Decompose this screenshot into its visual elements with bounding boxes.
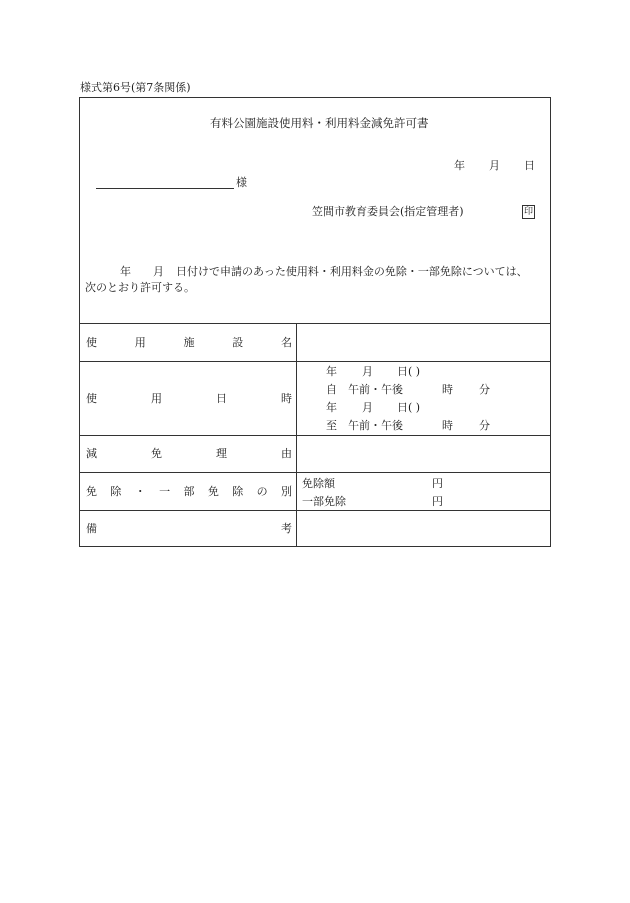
date-day: 日 (524, 159, 535, 172)
partial-exempt-label: 一部免除 (302, 495, 346, 508)
form-code: 様式第6号(第7条関係) (80, 81, 191, 94)
date-month: 月 (489, 159, 500, 172)
body-text: 日付けで申請のあった使用料・利用料金の免除・一部免除については、 (176, 265, 528, 278)
permit-form (79, 97, 551, 547)
body-year: 年 (120, 265, 131, 278)
divider (80, 361, 550, 362)
divider (80, 323, 550, 324)
to-minute: 分 (479, 419, 490, 432)
row-label-datetime: 使 用 日 時 (86, 392, 292, 405)
addressee-suffix: 様 (236, 176, 247, 189)
issuer-name: 笠間市教育委員会(指定管理者) (312, 205, 464, 218)
seal-mark: 印 (523, 207, 533, 217)
row-label-reason: 減 免 理 由 (86, 447, 292, 460)
form-title: 有料公園施設使用料・利用料金減免許可書 (210, 116, 429, 130)
divider (80, 510, 550, 511)
from-prefix: 自 (326, 383, 337, 396)
to-hour: 時 (442, 419, 453, 432)
from-year: 年 (326, 365, 337, 378)
to-year: 年 (326, 401, 337, 414)
date-year: 年 (454, 159, 465, 172)
addressee-name-line (96, 188, 234, 189)
to-month: 月 (362, 401, 373, 414)
from-minute: 分 (479, 383, 490, 396)
from-hour: 時 (442, 383, 453, 396)
partial-yen: 円 (432, 495, 443, 508)
divider (80, 435, 550, 436)
exempt-yen: 円 (432, 477, 443, 490)
row-label-category: 免 除 ・ 一 部 免 除 の 別 (86, 485, 292, 498)
body-month: 月 (153, 265, 164, 278)
from-month: 月 (362, 365, 373, 378)
row-label-remarks: 備 考 (86, 522, 292, 535)
from-day: 日( ) (397, 365, 421, 378)
row-label-facility: 使 用 施 設 名 (86, 336, 292, 349)
to-ampm: 午前・午後 (348, 419, 403, 432)
to-day: 日( ) (397, 401, 421, 414)
column-divider (296, 323, 297, 546)
to-prefix: 至 (326, 419, 337, 432)
from-ampm: 午前・午後 (348, 383, 403, 396)
divider (80, 472, 550, 473)
exempt-amount-label: 免除額 (302, 477, 335, 490)
body-text-line2: 次のとおり許可する。 (85, 281, 195, 294)
